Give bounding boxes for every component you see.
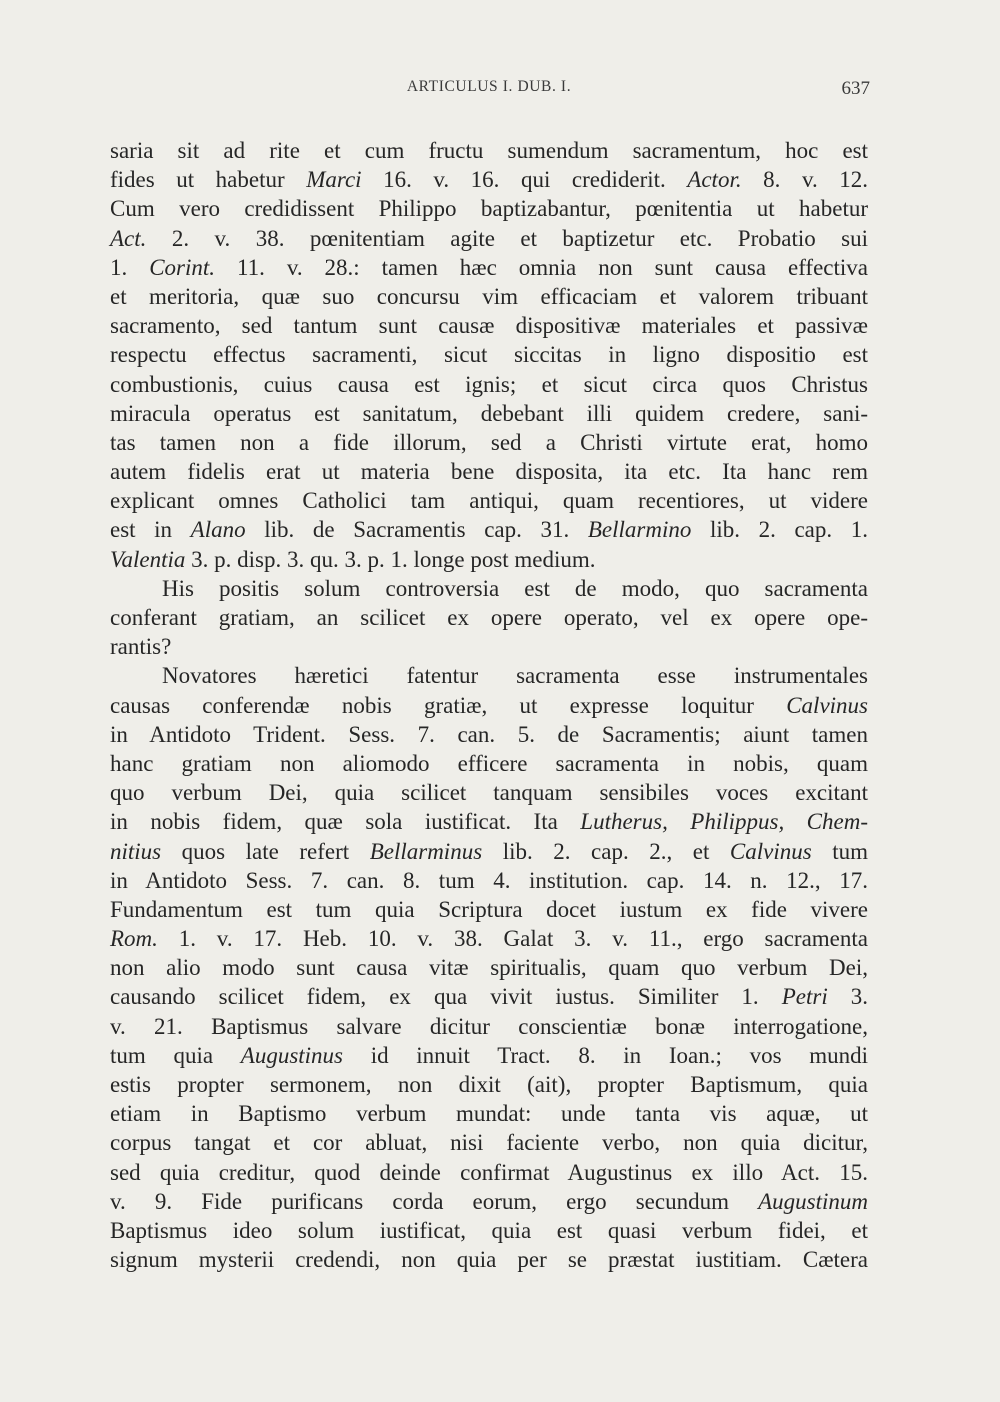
- text-segment: v. 9. Fide purificans corda eorum, ergo secundum: [110, 1188, 759, 1214]
- text-segment: 11. v. 28.: tamen hæc omnia non sunt causa effectiva: [215, 254, 868, 280]
- text-line: [110, 545, 868, 574]
- text-segment: 16. v. 16. qui crediderit.: [361, 167, 688, 193]
- italic-reference: Alano: [190, 517, 246, 543]
- text-segment: lib. de Sacramentis cap. 31.: [245, 517, 588, 543]
- text-segment: fides ut habetur: [110, 167, 307, 193]
- text-segment: sed quia creditur, quod deinde confirmat Augustinus ex illo Act. 15.: [110, 1159, 868, 1185]
- page-number: 637: [841, 78, 870, 99]
- text-segment: quos late refert: [161, 838, 370, 864]
- text-segment: in Antidoto Sess. 7. can. 8. tum 4. institution. cap. 14. n. 12., 17.: [110, 867, 868, 893]
- text-segment: etiam in Baptismo verbum mundat: unde tanta vis aquæ, ut: [110, 1101, 868, 1127]
- text-segment: lib. 2. cap. 1.: [691, 517, 868, 543]
- text-line: [110, 253, 868, 282]
- text-line: [110, 399, 868, 428]
- text-line: [110, 1099, 868, 1128]
- running-title: ARTICULUS I. DUB. I.: [406, 78, 572, 95]
- italic-reference: Calvinus: [786, 692, 868, 718]
- text-segment: 8. v. 12.: [741, 167, 868, 193]
- text-segment: quo verbum Dei, quia scilicet tanquam sensibiles voces excitant: [110, 780, 868, 806]
- text-line: [110, 1128, 868, 1157]
- text-segment: et meritoria, quæ suo concursu vim efficaciam et valorem tribuant: [110, 283, 868, 309]
- text-segment: 3. p. disp. 3. qu. 3. p. 1. longe post medium.: [185, 546, 596, 572]
- text-segment: miracula operatus est sanitatum, debebant illi quidem credere, sani-: [110, 400, 868, 426]
- text-line: [110, 1041, 868, 1070]
- text-line: [110, 661, 868, 690]
- text-line: [110, 194, 868, 223]
- text-segment: est in: [110, 517, 191, 543]
- italic-reference: Augustinum: [758, 1188, 868, 1214]
- text-segment: lib. 2. cap. 2., et: [482, 838, 730, 864]
- text-segment: 3.: [827, 984, 869, 1010]
- text-segment: autem fidelis erat ut materia bene disposita, ita etc. Ita hanc rem: [110, 459, 868, 485]
- text-line: [110, 807, 868, 836]
- text-segment: Novatores hæretici fatentur sacramenta esse instrumentales: [162, 663, 868, 689]
- text-segment: respectu effectus sacramenti, sicut siccitas in ligno dispositio est: [110, 342, 868, 368]
- text-segment: saria sit ad rite et cum fructu sumendum sacramentum, hoc est: [110, 138, 868, 163]
- italic-reference: Bellarminus: [369, 838, 483, 864]
- text-segment: tum quia: [110, 1042, 241, 1068]
- italic-reference: nitius: [110, 838, 162, 864]
- italic-reference: Bellarmino: [587, 517, 692, 543]
- italic-reference: Marci: [306, 167, 362, 193]
- text-line: [110, 1187, 868, 1216]
- running-head: [108, 78, 870, 104]
- text-segment: estis propter sermonem, non dixit (ait), propter Baptismum, quia: [110, 1072, 868, 1097]
- text-line: [110, 428, 868, 457]
- text-segment: non alio modo sunt causa vitæ spiritualis, quam quo verbum Dei,: [110, 955, 868, 981]
- text-line: [110, 1216, 868, 1245]
- text-segment: hanc gratiam non aliomodo efficere sacramenta in nobis, quam: [110, 750, 868, 776]
- text-line: [110, 982, 868, 1011]
- text-line: [110, 165, 868, 194]
- text-line: [110, 837, 868, 866]
- italic-reference: Rom.: [110, 926, 158, 952]
- text-segment: causando scilicet fidem, ex qua vivit iustus. Similiter 1.: [110, 984, 782, 1010]
- text-segment: sacramento, sed tantum sunt causæ dispositivæ materiales et passivæ: [110, 313, 868, 339]
- text-line: [110, 603, 868, 632]
- text-line: [110, 691, 868, 720]
- text-segment: Cum vero credidissent Philippo baptizabantur, pœnitentia ut habetur: [110, 196, 868, 222]
- text-line: [110, 1245, 868, 1274]
- text-segment: causas conferendæ nobis gratiæ, ut expresse loquitur: [110, 692, 787, 718]
- text-segment: conferant gratiam, an scilicet ex opere operato, vel ex opere ope-: [110, 605, 868, 630]
- text-segment: in nobis fidem, quæ sola iustificat. Ita: [110, 809, 581, 835]
- text-segment: combustionis, cuius causa est ignis; et sicut circa quos Christus: [110, 371, 868, 397]
- italic-reference: Calvinus: [729, 838, 812, 864]
- text-segment: Baptismus ideo solum iustificat, quia est quasi verbum fidei, et: [110, 1217, 868, 1243]
- body-text: [110, 136, 868, 1274]
- italic-reference: Augustinus: [240, 1042, 343, 1068]
- text-segment: tum: [811, 838, 869, 864]
- italic-reference: Actor.: [687, 167, 742, 193]
- text-line: [110, 720, 868, 749]
- text-line: [110, 953, 868, 982]
- italic-reference: Act.: [110, 225, 147, 251]
- text-line: [110, 136, 868, 165]
- italic-reference: Corint.: [149, 254, 216, 280]
- text-segment: in Antidoto Trident. Sess. 7. can. 5. de Sacramentis; aiunt tamen: [110, 721, 868, 747]
- text-segment: signum mysterii credendi, non quia per se præstat iustitiam. Cætera: [110, 1247, 868, 1273]
- text-line: [110, 515, 868, 544]
- text-line: [110, 895, 868, 924]
- text-segment: v. 21. Baptismus salvare dicitur conscientiæ bonæ interrogatione,: [110, 1013, 868, 1039]
- text-line: [110, 370, 868, 399]
- text-line: [110, 457, 868, 486]
- text-segment: 1. v. 17. Heb. 10. v. 38. Galat 3. v. 11., ergo sacramenta: [157, 926, 868, 952]
- text-line: [110, 1070, 868, 1099]
- text-line: [110, 574, 868, 603]
- text-line: [110, 866, 868, 895]
- text-segment: corpus tangat et cor abluat, nisi faciente verbo, non quia dicitur,: [110, 1130, 868, 1156]
- text-segment: explicant omnes Catholici tam antiqui, quam recentiores, ut videre: [110, 488, 868, 514]
- text-line: [110, 486, 868, 515]
- text-line: [110, 924, 868, 953]
- text-segment: His positis solum controversia est de modo, quo sacramenta: [162, 575, 868, 601]
- text-line: [110, 632, 868, 661]
- italic-reference: Valentia: [110, 546, 186, 572]
- italic-reference: Petri: [781, 984, 828, 1010]
- italic-reference: Lutherus, Philippus, Chem-: [580, 809, 868, 835]
- text-line: [110, 340, 868, 369]
- text-segment: 1.: [110, 254, 150, 280]
- text-line: [110, 749, 868, 778]
- text-segment: rantis?: [110, 634, 172, 660]
- text-segment: 2. v. 38. pœnitentiam agite et baptizetur etc. Probatio sui: [146, 225, 868, 251]
- text-segment: id innuit Tract. 8. in Ioan.; vos mundi: [343, 1042, 868, 1068]
- text-line: [110, 224, 868, 253]
- text-line: [110, 282, 868, 311]
- text-line: [110, 1012, 868, 1041]
- text-segment: Fundamentum est tum quia Scriptura docet iustum ex fide vivere: [110, 896, 868, 922]
- text-line: [110, 311, 868, 340]
- text-segment: tas tamen non a fide illorum, sed a Christi virtute erat, homo: [110, 429, 868, 455]
- text-line: [110, 778, 868, 807]
- text-line: [110, 1158, 868, 1187]
